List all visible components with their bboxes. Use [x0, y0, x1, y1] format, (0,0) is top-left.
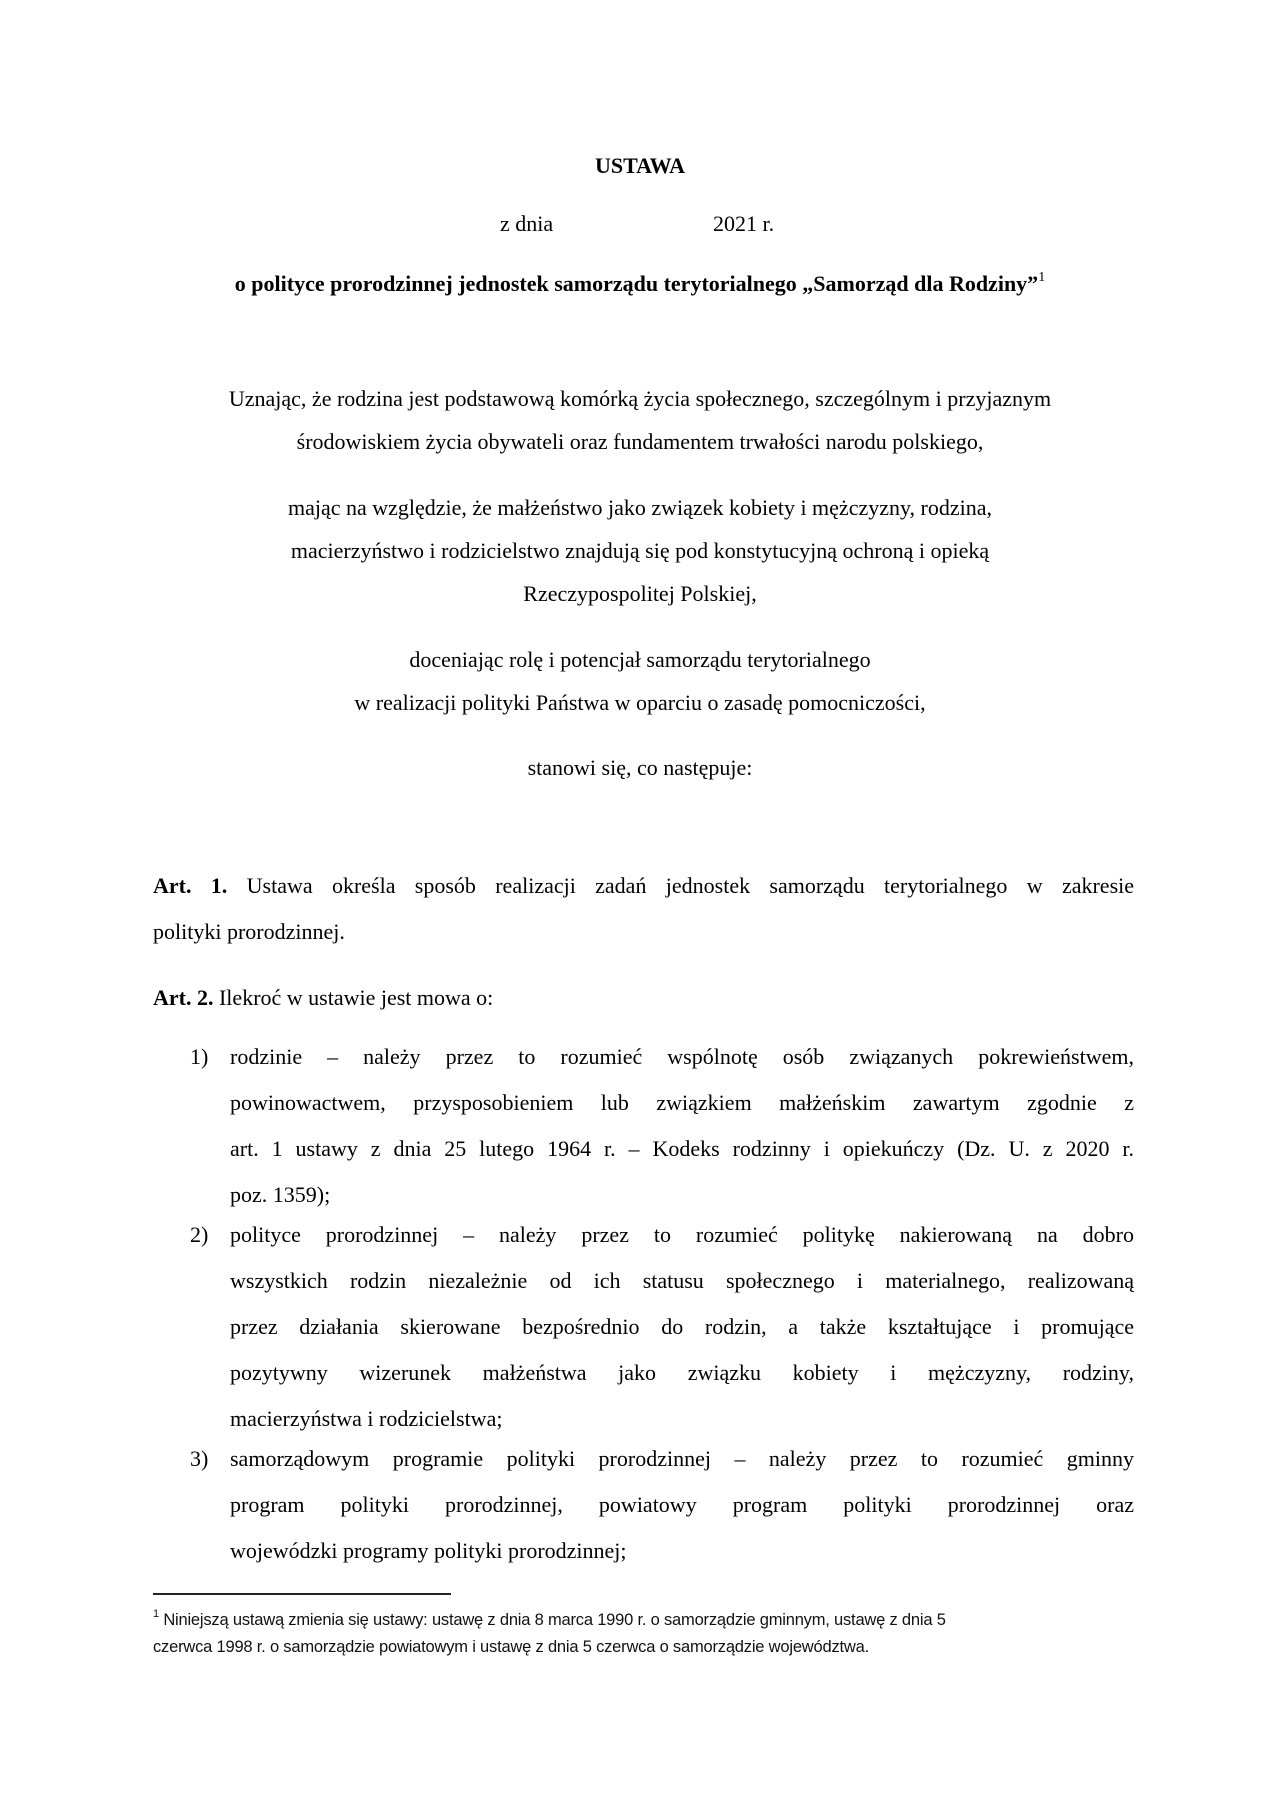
preamble-paragraph: [0, 538, 1280, 564]
list-item-line: powinowactwem, przysposobieniem lub związkiem małżeńskim zawartym zgodnie z: [230, 1090, 1134, 1115]
preamble-paragraph: [0, 647, 1280, 673]
footnote-separator: [153, 1593, 451, 1595]
footnote-line: [153, 1607, 1153, 1634]
article-text: Ilekroć w ustawie jest mowa o:: [218, 985, 494, 1010]
date-prefix: z dnia: [500, 211, 554, 236]
article-2: [153, 975, 1134, 1021]
list-item-number: 2): [190, 1222, 209, 1247]
footnote-line: czerwca 1998 r. o samorządzie powiatowym i ustawę z dnia 5 czerwca o samorządzie województwa.: [153, 1638, 869, 1656]
article-1-line-2: polityki prorodzinnej.: [153, 919, 345, 944]
preamble-line: stanowi się, co następuje:: [527, 755, 753, 780]
definition-list: [190, 1034, 1134, 1218]
preamble-line: macierzyństwo i rodzicielstwo znajdują się pod konstytucyjną ochroną i opieką: [290, 538, 990, 563]
footnote-text: Niniejszą ustawą zmienia się ustawy: ustawę z dnia 8 marca 1990 r. o samorządzie gminnym, ustawę z dnia 5: [163, 1611, 946, 1629]
preamble-paragraph: [0, 386, 1280, 412]
list-item-line: art. 1 ustawy z dnia 25 lutego 1964 r. – Kodeks rodzinny i opiekuńczy (Dz. U. z 2020 r.: [230, 1136, 1134, 1161]
list-item: [190, 1212, 1134, 1442]
article-label: Art. 2.: [153, 985, 214, 1010]
preamble-line: mając na względzie, że małżeństwo jako związek kobiety i mężczyzny, rodzina,: [287, 495, 993, 520]
article-2-intro: [153, 975, 1134, 1021]
definition-list: [190, 1436, 1134, 1574]
preamble-enacting-clause: [0, 755, 1280, 781]
article-text: Ustawa określa sposób realizacji zadań jednostek samorządu terytorialnego w zakresie: [246, 873, 1135, 898]
footnote-ref[interactable]: 1: [1038, 269, 1046, 285]
preamble-line: w realizacji polityki Państwa w oparciu o zasadę pomocniczości,: [354, 690, 926, 715]
title-text: USTAWA: [594, 153, 686, 178]
list-item-line: macierzyństwa i rodzicielstwa;: [230, 1406, 503, 1431]
document-title: [0, 153, 1280, 179]
definition-list: [190, 1212, 1134, 1442]
list-item-line: pozytywny wizerunek małżeństwa jako związku kobiety i mężczyzny, rodziny,: [230, 1360, 1134, 1385]
document-subtitle: [0, 271, 1280, 297]
footnote: [153, 1607, 1153, 1661]
preamble-paragraph: [0, 581, 1280, 607]
footnote-number: 1: [153, 1607, 159, 1620]
list-item-line: program polityki prorodzinnej, powiatowy program polityki prorodzinnej oraz: [230, 1492, 1134, 1517]
preamble-line: doceniając rolę i potencjał samorządu terytorialnego: [409, 647, 871, 672]
article-label: Art. 1.: [153, 873, 228, 898]
list-item-number: 3): [190, 1446, 209, 1471]
date-year: 2021 r.: [713, 211, 775, 236]
preamble-paragraph: [0, 429, 1280, 455]
preamble-paragraph: [0, 690, 1280, 716]
list-item-line: rodzinie – należy przez to rozumieć wspólnotę osób związanych pokrewieństwem,: [230, 1044, 1134, 1069]
subtitle-text: o polityce prorodzinnej jednostek samorządu terytorialnego „Samorząd dla Rodziny”: [234, 271, 1039, 296]
preamble-line: Rzeczypospolitej Polskiej,: [523, 581, 757, 606]
list-item: [190, 1034, 1134, 1218]
list-item-line: wszystkich rodzin niezależnie od ich statusu społecznego i materialnego, realizowaną: [230, 1268, 1134, 1293]
list-item-line: samorządowym programie polityki prorodzinnej – należy przez to rozumieć gminny: [230, 1446, 1134, 1471]
list-item-number: 1): [190, 1044, 209, 1069]
list-item-line: wojewódzki programy polityki prorodzinnej;: [230, 1538, 627, 1563]
list-item-line: polityce prorodzinnej – należy przez to rozumieć politykę nakierowaną na dobro: [230, 1222, 1134, 1247]
preamble-line: Uznając, że rodzina jest podstawową komórką życia społecznego, szczególnym i przyjaznym: [228, 386, 1052, 411]
article-1-line-1: [153, 863, 1134, 909]
preamble-line: środowiskiem życia obywateli oraz fundamentem trwałości narodu polskiego,: [296, 429, 984, 454]
list-item-line: przez działania skierowane bezpośrednio do rodzin, a także kształtujące i promujące: [230, 1314, 1134, 1339]
preamble-paragraph: [0, 495, 1280, 521]
article-1: [153, 863, 1134, 955]
list-item: [190, 1436, 1134, 1574]
list-item-line: poz. 1359);: [230, 1182, 331, 1207]
